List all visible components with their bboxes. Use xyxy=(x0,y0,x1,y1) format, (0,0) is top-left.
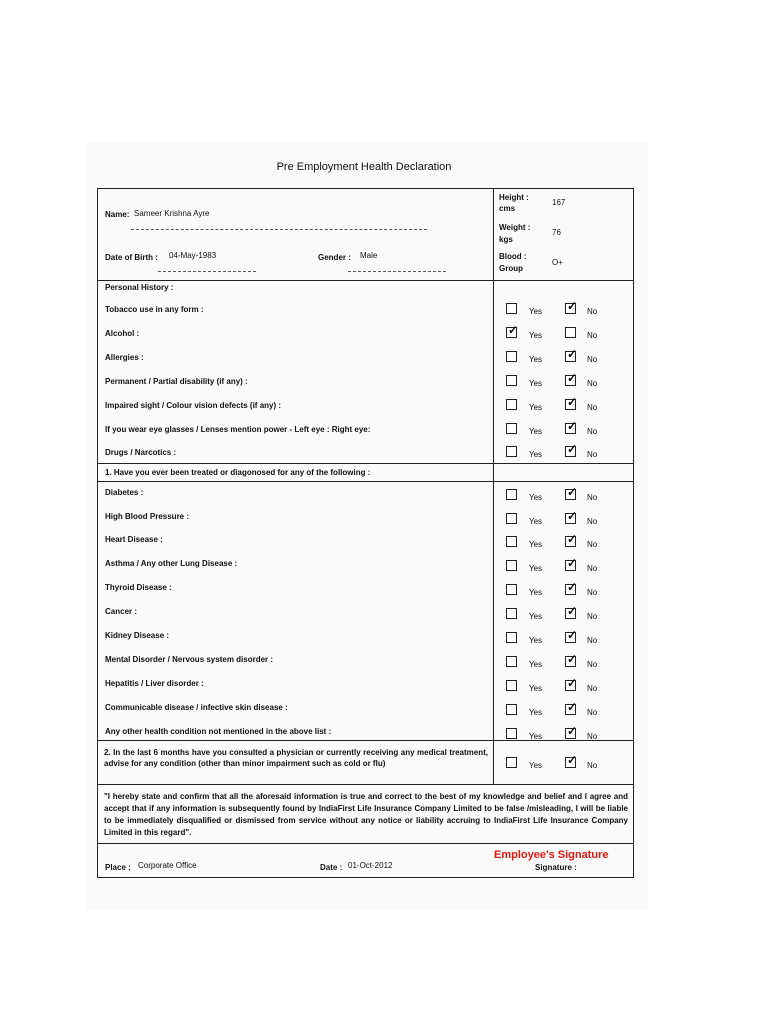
disease-1-no-checkbox[interactable] xyxy=(565,485,578,500)
blood-value: O+ xyxy=(552,258,563,267)
disease-item-label: Mental Disorder / Nervous system disorder : xyxy=(105,655,274,664)
check-icon: ✓ xyxy=(567,580,578,594)
disease-4-yes-label: Yes xyxy=(529,564,543,573)
disease-7-yes-label: Yes xyxy=(529,636,543,645)
personal-1-no-checkbox[interactable] xyxy=(565,299,578,314)
height-value: 167 xyxy=(552,198,566,207)
check-icon: ✓ xyxy=(567,395,578,409)
disease-8-no-checkbox[interactable] xyxy=(565,652,578,667)
check-icon: ✓ xyxy=(567,442,578,456)
disease-2-no-label: No xyxy=(587,517,598,526)
divider xyxy=(98,740,633,741)
question2-no-label: No xyxy=(587,761,598,770)
check-icon: ✓ xyxy=(567,700,578,714)
check-icon: ✓ xyxy=(567,724,578,738)
disease-3-no-checkbox[interactable] xyxy=(565,532,578,547)
disease-11-no-checkbox[interactable] xyxy=(565,724,578,739)
disease-item-label: High Blood Pressure : xyxy=(105,512,190,521)
personal-5-no-label: No xyxy=(587,403,598,412)
check-icon: ✓ xyxy=(567,604,578,618)
personal-history-item-label: Tobacco use in any form : xyxy=(105,305,204,314)
question2-text: 2. In the last 6 months have you consulted a physician or currently receiving any medical treatment, advise for any condition (other than minor impairment such as cold or flu) xyxy=(104,748,488,768)
personal-3-no-checkbox[interactable] xyxy=(565,347,578,362)
personal-5-yes-checkbox[interactable] xyxy=(506,399,517,410)
check-icon: ✓ xyxy=(567,753,578,767)
gender-underline xyxy=(348,271,446,272)
personal-history-item-label: Alcohol : xyxy=(105,329,140,338)
personal-6-no-checkbox[interactable] xyxy=(565,419,578,434)
personal-7-yes-checkbox[interactable] xyxy=(506,446,517,457)
name-underline xyxy=(131,229,427,230)
personal-3-yes-checkbox[interactable] xyxy=(506,351,517,362)
disease-3-yes-label: Yes xyxy=(529,540,543,549)
question2-no-checkbox[interactable] xyxy=(565,753,578,768)
date-label: Date : xyxy=(320,863,343,872)
disease-7-no-checkbox[interactable] xyxy=(565,628,578,643)
disease-4-no-label: No xyxy=(587,564,598,573)
weight-unit-label: kgs xyxy=(499,235,513,244)
disease-7-yes-checkbox[interactable] xyxy=(506,632,517,643)
disease-1-yes-label: Yes xyxy=(529,493,543,502)
section1-heading: 1. Have you ever been treated or diagonosed for any of the following : xyxy=(105,468,371,477)
disease-9-no-label: No xyxy=(587,684,598,693)
disease-5-yes-label: Yes xyxy=(529,588,543,597)
disease-5-yes-checkbox[interactable] xyxy=(506,584,517,595)
disease-5-no-checkbox[interactable] xyxy=(565,580,578,595)
divider xyxy=(98,481,633,482)
date-value: 01-Oct-2012 xyxy=(348,861,393,870)
disease-4-no-checkbox[interactable] xyxy=(565,556,578,571)
disease-11-yes-label: Yes xyxy=(529,732,543,741)
check-icon: ✓ xyxy=(567,509,578,523)
gender-label: Gender : xyxy=(318,253,351,262)
question2-yes-label: Yes xyxy=(529,761,543,770)
check-icon: ✓ xyxy=(567,556,578,570)
personal-history-item-label: Permanent / Partial disability (if any) : xyxy=(105,377,248,386)
disease-item-label: Any other health condition not mentioned in the above list : xyxy=(105,727,332,736)
disease-11-yes-checkbox[interactable] xyxy=(506,728,517,739)
disease-item-label: Asthma / Any other Lung Disease : xyxy=(105,559,238,568)
weight-value: 76 xyxy=(552,228,561,237)
question2-yes-checkbox[interactable] xyxy=(506,757,517,768)
disease-10-yes-label: Yes xyxy=(529,708,543,717)
disease-9-no-checkbox[interactable] xyxy=(565,676,578,691)
personal-history-item-label: Allergies : xyxy=(105,353,144,362)
check-icon: ✓ xyxy=(567,676,578,690)
place-label: Place : xyxy=(105,863,131,872)
disease-item-label: Heart Disease : xyxy=(105,535,163,544)
height-label: Height : xyxy=(499,193,529,202)
disease-5-no-label: No xyxy=(587,588,598,597)
personal-7-no-label: No xyxy=(587,450,598,459)
disease-2-yes-checkbox[interactable] xyxy=(506,513,517,524)
personal-4-yes-checkbox[interactable] xyxy=(506,375,517,386)
disease-item-label: Hepatitis / Liver disorder : xyxy=(105,679,204,688)
disease-8-yes-checkbox[interactable] xyxy=(506,656,517,667)
disease-11-no-label: No xyxy=(587,732,598,741)
personal-4-no-label: No xyxy=(587,379,598,388)
disease-item-label: Diabetes : xyxy=(105,488,144,497)
dob-underline xyxy=(158,271,256,272)
employee-signature-title: Employee's Signature xyxy=(494,849,609,861)
disease-2-yes-label: Yes xyxy=(529,517,543,526)
personal-3-yes-label: Yes xyxy=(529,355,543,364)
gender-value: Male xyxy=(360,251,378,260)
disease-6-no-checkbox[interactable] xyxy=(565,604,578,619)
disease-2-no-checkbox[interactable] xyxy=(565,509,578,524)
personal-history-heading: Personal History : xyxy=(105,283,174,292)
personal-2-yes-checkbox[interactable] xyxy=(506,323,519,338)
dob-label: Date of Birth : xyxy=(105,253,158,262)
signature-label: Signature : xyxy=(535,863,577,872)
declaration-text: "I hereby state and confirm that all the aforesaid information is true and correct to the best of my knowledge and belief and I agree and accept that if any information is subsequently found by IndiaFirst Life Insurance Company Limited to be false /misleading, I will be liable to be immediately disqualified or dismissed from service without any notice or liability accruing to IndiaFirst Life Insurance Company Limited in this regard". xyxy=(104,792,628,837)
personal-1-yes-checkbox[interactable] xyxy=(506,303,517,314)
weight-label: Weight : xyxy=(499,223,531,232)
health-declaration-form xyxy=(97,188,634,878)
blood-group-label: Group xyxy=(499,264,523,273)
personal-6-yes-checkbox[interactable] xyxy=(506,423,517,434)
personal-1-no-label: No xyxy=(587,307,598,316)
place-value: Corporate Office xyxy=(138,861,197,870)
check-icon: ✓ xyxy=(567,532,578,546)
personal-history-item-label: Drugs / Narcotics : xyxy=(105,448,177,457)
disease-item-label: Kidney Disease : xyxy=(105,631,170,640)
personal-7-yes-label: Yes xyxy=(529,450,543,459)
disease-3-yes-checkbox[interactable] xyxy=(506,536,517,547)
personal-5-no-checkbox[interactable] xyxy=(565,395,578,410)
disease-8-yes-label: Yes xyxy=(529,660,543,669)
personal-6-yes-label: Yes xyxy=(529,427,543,436)
disease-1-yes-checkbox[interactable] xyxy=(506,489,517,500)
name-label: Name: xyxy=(105,210,130,219)
height-unit-label: cms xyxy=(499,204,516,213)
disease-9-yes-label: Yes xyxy=(529,684,543,693)
dob-value: 04-May-1983 xyxy=(169,251,217,260)
personal-3-no-label: No xyxy=(587,355,598,364)
personal-7-no-checkbox[interactable] xyxy=(565,442,578,457)
disease-6-no-label: No xyxy=(587,612,598,621)
check-icon: ✓ xyxy=(567,652,578,666)
disease-1-no-label: No xyxy=(587,493,598,502)
personal-2-yes-label: Yes xyxy=(529,331,543,340)
check-icon: ✓ xyxy=(567,371,578,385)
disease-6-yes-checkbox[interactable] xyxy=(506,608,517,619)
blood-label: Blood : xyxy=(499,252,527,261)
divider xyxy=(98,784,633,785)
check-icon: ✓ xyxy=(567,485,578,499)
disease-item-label: Communicable disease / infective skin disease : xyxy=(105,703,288,712)
disease-10-no-checkbox[interactable] xyxy=(565,700,578,715)
divider xyxy=(98,280,633,281)
divider xyxy=(98,843,633,844)
check-icon: ✓ xyxy=(567,347,578,361)
personal-history-item-label: If you wear eye glasses / Lenses mention power - Left eye : Right eye: xyxy=(105,425,371,434)
personal-history-item-label: Impaired sight / Colour vision defects (if any) : xyxy=(105,401,282,410)
divider xyxy=(98,463,633,464)
column-divider xyxy=(493,189,494,784)
personal-2-no-label: No xyxy=(587,331,598,340)
disease-10-no-label: No xyxy=(587,708,598,717)
check-icon: ✓ xyxy=(567,628,578,642)
check-icon: ✓ xyxy=(508,323,519,337)
disease-4-yes-checkbox[interactable] xyxy=(506,560,517,571)
form-title: Pre Employment Health Declaration xyxy=(276,161,452,173)
disease-3-no-label: No xyxy=(587,540,598,549)
personal-4-yes-label: Yes xyxy=(529,379,543,388)
personal-4-no-checkbox[interactable] xyxy=(565,371,578,386)
personal-5-yes-label: Yes xyxy=(529,403,543,412)
personal-1-yes-label: Yes xyxy=(529,307,543,316)
disease-10-yes-checkbox[interactable] xyxy=(506,704,517,715)
disease-item-label: Cancer : xyxy=(105,607,138,616)
disease-item-label: Thyroid Disease : xyxy=(105,583,172,592)
personal-6-no-label: No xyxy=(587,427,598,436)
check-icon: ✓ xyxy=(567,419,578,433)
name-value: Sameer Krishna Ayre xyxy=(134,209,210,218)
check-icon: ✓ xyxy=(567,299,578,313)
disease-9-yes-checkbox[interactable] xyxy=(506,680,517,691)
disease-8-no-label: No xyxy=(587,660,598,669)
disease-6-yes-label: Yes xyxy=(529,612,543,621)
disease-7-no-label: No xyxy=(587,636,598,645)
personal-2-no-checkbox[interactable] xyxy=(565,327,576,338)
